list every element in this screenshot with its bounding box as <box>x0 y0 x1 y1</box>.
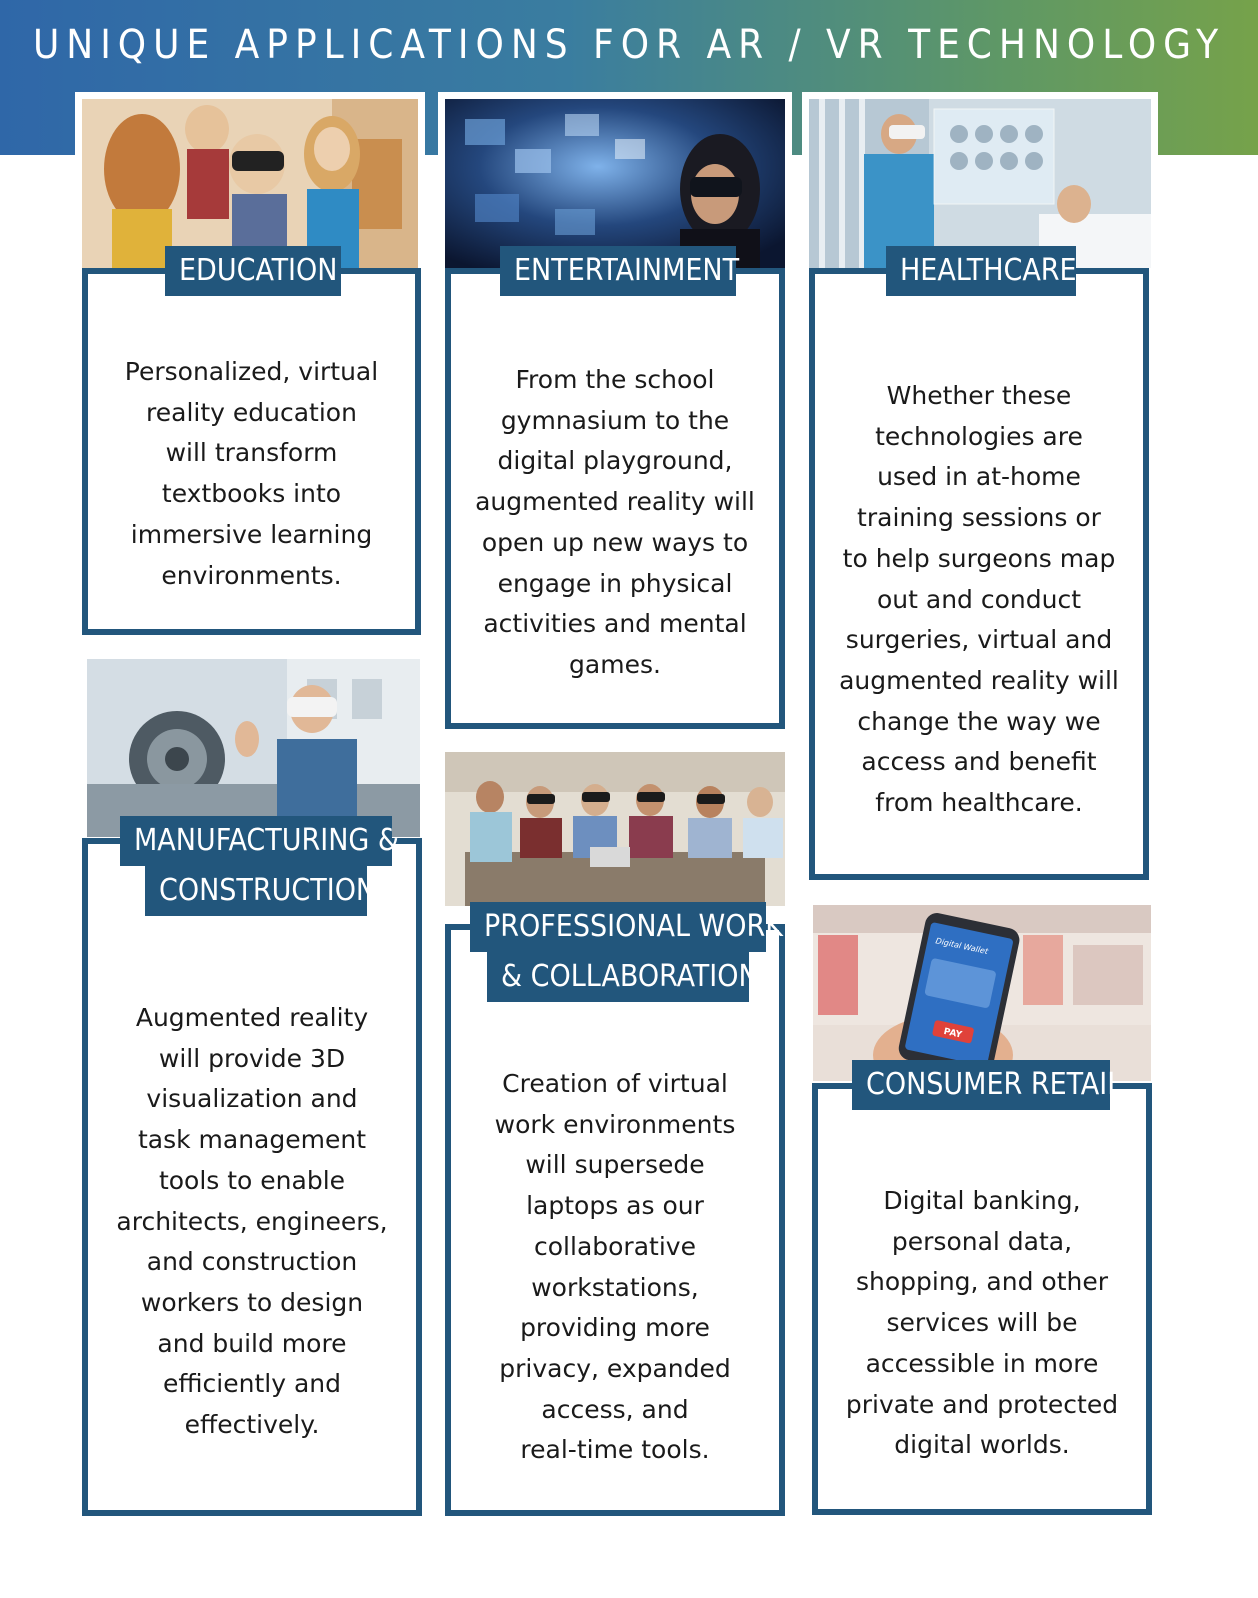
retail-text-line: services will be <box>886 1308 1078 1338</box>
manufacturing-card <box>82 838 422 1516</box>
professional-photo <box>438 745 792 913</box>
healthcare-text-line: augmented reality will <box>839 665 1119 695</box>
entertainment-text-line: augmented reality will <box>475 487 755 517</box>
retail-card <box>812 1083 1152 1515</box>
professional-card <box>445 924 785 1516</box>
manufacturing-text-line: will provide 3D <box>158 1043 346 1073</box>
retail-text-line: digital worlds. <box>894 1430 1070 1460</box>
healthcare-text-line: change the way we <box>857 706 1101 736</box>
professional-heading-second <box>487 952 759 1002</box>
entertainment-text-line: gymnasium to the <box>500 405 730 435</box>
manufacturing-heading-line: MANUFACTURING & <box>134 823 399 858</box>
manufacturing-text-line: task management <box>137 1125 367 1155</box>
healthcare-text-line: surgeries, virtual and <box>845 625 1113 655</box>
professional-text-line: Creation of virtual <box>502 1069 728 1098</box>
entertainment-text-line: digital playground, <box>497 446 733 476</box>
healthcare-text-line: to help surgeons map <box>842 543 1116 573</box>
professional-text-line: collaborative <box>534 1231 696 1261</box>
professional-text-line: access, and <box>541 1394 689 1424</box>
professional-text-line: laptops as our <box>526 1191 704 1221</box>
manufacturing-text-line: tools to enable <box>158 1165 346 1195</box>
education-card <box>82 268 421 635</box>
retail-text-line: shopping, and other <box>855 1267 1109 1297</box>
retail-text-line: accessible in more <box>865 1348 1099 1378</box>
retail-text-line: private and protected <box>845 1389 1119 1419</box>
education-text-line: immersive learning <box>130 519 373 549</box>
education-text-line: textbooks into <box>161 479 342 509</box>
education-text-line: Personalized, virtual <box>124 357 379 386</box>
entertainment-text-line: activities and mental <box>483 609 747 639</box>
manufacturing-text-line: efficiently and <box>163 1369 341 1399</box>
healthcare-text-line: technologies are <box>875 421 1083 451</box>
education-heading: EDUCATION <box>165 246 341 296</box>
pay-button-label: PAY <box>942 1026 963 1041</box>
manufacturing-heading-line: CONSTRUCTION <box>159 873 377 908</box>
manufacturing-text-line: Augmented reality <box>135 1003 369 1032</box>
professional-text-line: work environments <box>494 1109 736 1139</box>
wallet-title-label: Digital Wallet <box>934 936 989 957</box>
healthcare-text-line: training sessions or <box>857 503 1101 533</box>
entertainment-text-line: open up new ways to <box>481 527 749 557</box>
education-text-line: reality education <box>146 397 357 427</box>
healthcare-text-line: access and benefit <box>861 747 1097 777</box>
retail-text-line: personal data, <box>891 1226 1073 1256</box>
healthcare-text-line: Whether these <box>886 381 1072 410</box>
healthcare-text-line: used in at-home <box>877 462 1081 492</box>
education-text-line: environments. <box>161 560 342 590</box>
manufacturing-heading-second <box>145 866 377 916</box>
healthcare-heading: HEALTHCARE <box>886 246 1076 296</box>
professional-text-line: will supersede <box>525 1150 705 1180</box>
retail-text-line: Digital banking, <box>883 1186 1081 1215</box>
professional-text-line: real-time tools. <box>520 1435 710 1465</box>
professional-heading-line: & COLLABORATION <box>501 959 759 994</box>
entertainment-heading: ENTERTAINMENT <box>500 246 736 296</box>
manufacturing-text-line: and construction <box>146 1247 358 1277</box>
professional-text-line: privacy, expanded <box>499 1353 731 1383</box>
professional-heading <box>470 902 783 952</box>
manufacturing-text-line: visualization and <box>146 1084 358 1114</box>
entertainment-text-line: games. <box>569 649 661 679</box>
healthcare-text-line: from healthcare. <box>875 788 1083 818</box>
manufacturing-text-line: architects, engineers, <box>116 1206 388 1236</box>
manufacturing-text-line: and build more <box>157 1328 347 1358</box>
professional-text-line: providing more <box>520 1313 710 1343</box>
entertainment-text-line: From the school <box>515 365 715 394</box>
healthcare-card <box>809 268 1149 880</box>
manufacturing-text-line: effectively. <box>184 1410 320 1440</box>
professional-heading-line: PROFESSIONAL WORK <box>484 909 783 944</box>
retail-heading: CONSUMER RETAIL <box>852 1060 1110 1110</box>
page-title: UNIQUE APPLICATIONS FOR AR / VR TECHNOLOGY <box>32 22 1226 68</box>
healthcare-text-line: out and conduct <box>876 584 1082 614</box>
manufacturing-heading <box>120 816 399 866</box>
entertainment-card <box>445 268 785 729</box>
professional-text-line: workstations, <box>531 1272 699 1302</box>
education-text-line: will transform <box>165 438 338 468</box>
manufacturing-text-line: workers to design <box>140 1287 364 1317</box>
entertainment-text-line: engage in physical <box>497 568 733 598</box>
